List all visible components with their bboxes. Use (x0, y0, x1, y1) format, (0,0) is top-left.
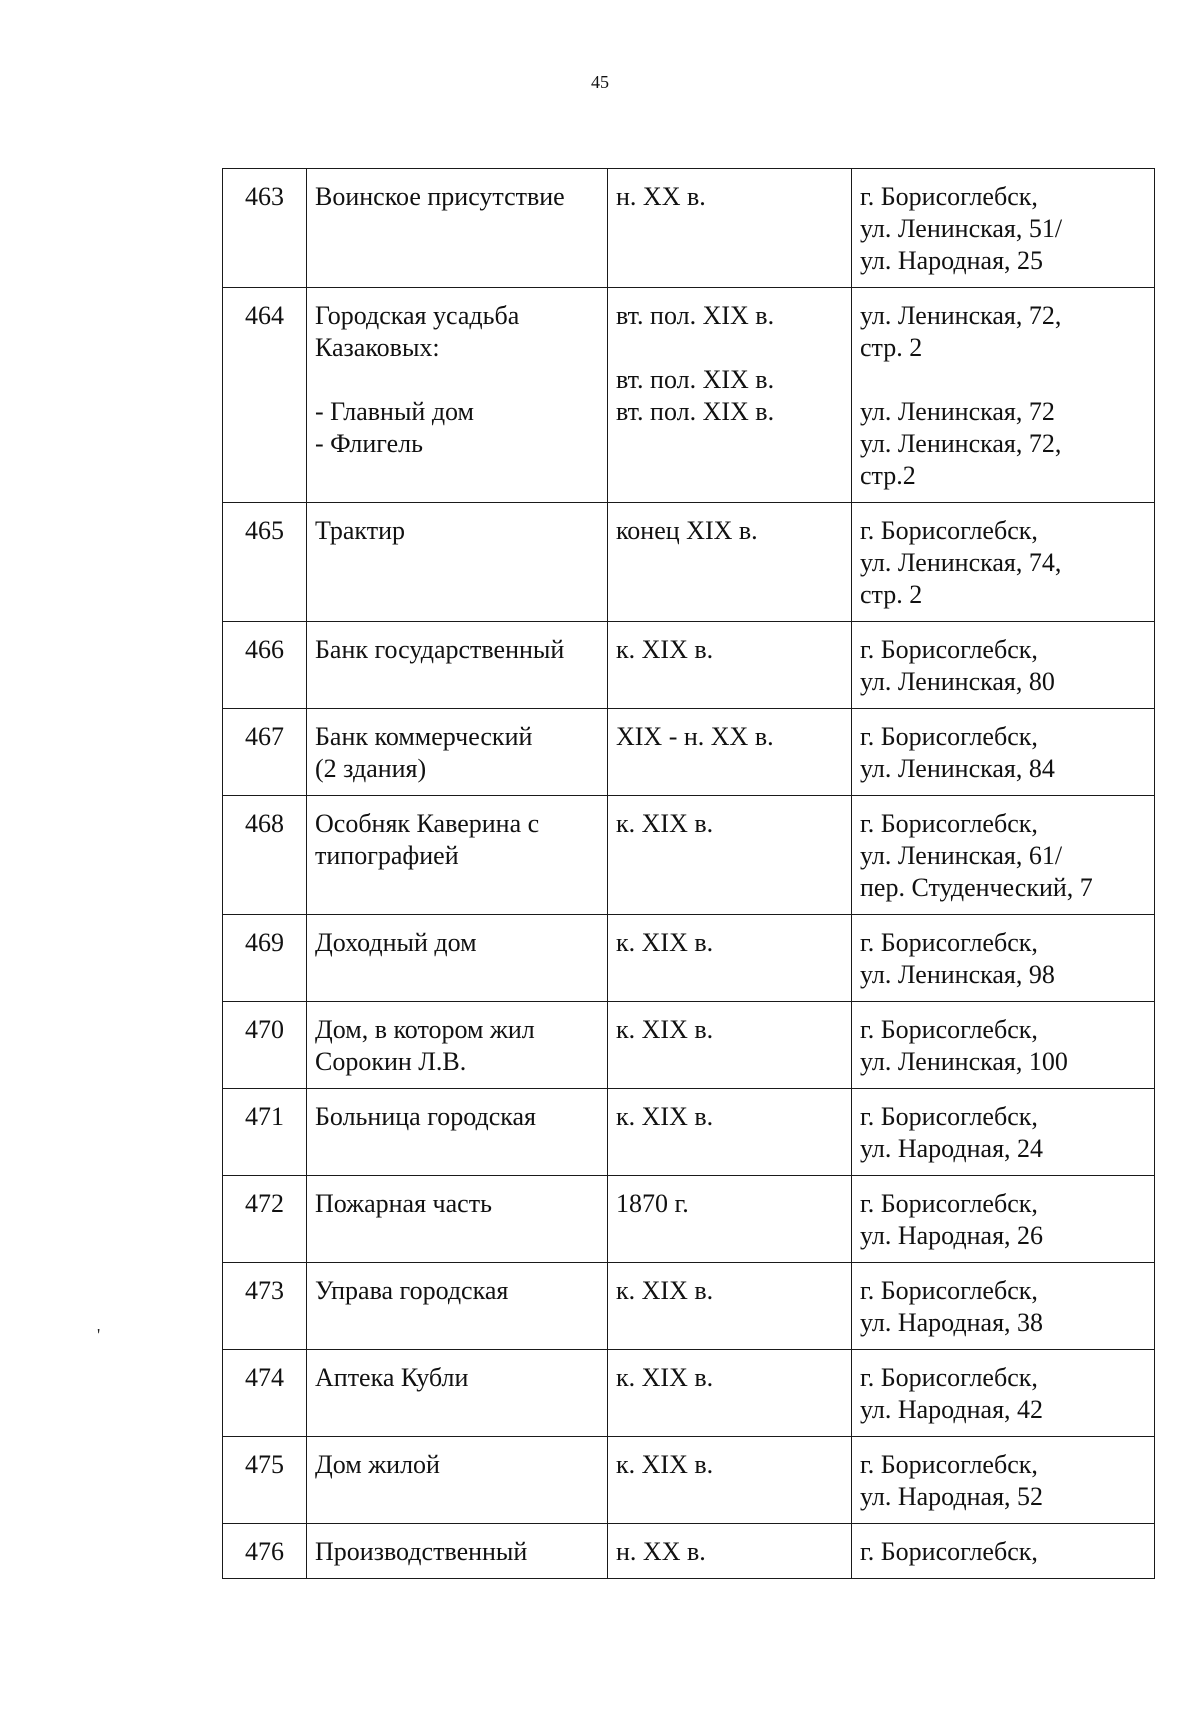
object-name-line: Казаковых: (315, 333, 440, 362)
object-name (307, 1089, 608, 1176)
stray-mark: ' (97, 1325, 101, 1345)
object-number: 467 (223, 709, 307, 796)
object-date-line: н. XX в. (616, 182, 706, 211)
object-address (852, 1089, 1155, 1176)
object-address-line: ул. Ленинская, 100 (860, 1047, 1068, 1076)
object-date (608, 288, 852, 503)
object-name-sub-line: - Главный дом (315, 397, 475, 426)
table-row (223, 169, 1155, 288)
object-name (307, 1002, 608, 1089)
object-name (307, 915, 608, 1002)
table-row (223, 1002, 1155, 1089)
object-name (307, 288, 608, 503)
object-date-line: н. XX в. (616, 1537, 706, 1566)
table-row (223, 288, 1155, 503)
object-date-sub-line: вт. пол. XIX в. (616, 397, 775, 426)
registry-body (223, 169, 1155, 1579)
object-name (307, 1437, 608, 1524)
object-date-line: к. XIX в. (616, 809, 714, 838)
table-row (223, 796, 1155, 915)
object-address-line: г. Борисоглебск, (860, 182, 1038, 211)
object-address-sub-line: стр.2 (860, 461, 916, 490)
object-date (608, 503, 852, 622)
object-number: 463 (223, 169, 307, 288)
object-date-line: к. XIX в. (616, 635, 714, 664)
object-address-line: ул. Народная, 24 (860, 1134, 1044, 1163)
table-row (223, 1437, 1155, 1524)
object-name-line: Производственный (315, 1537, 528, 1566)
object-date-sub-line: вт. пол. XIX в. (616, 365, 775, 394)
object-number: 471 (223, 1089, 307, 1176)
spacer (616, 332, 843, 364)
object-name-line: (2 здания) (315, 754, 427, 783)
object-address-sub-line: ул. Ленинская, 72 (860, 397, 1055, 426)
object-name-line: Управа городская (315, 1276, 509, 1305)
object-address-line: г. Борисоглебск, (860, 1450, 1038, 1479)
object-name-line: Дом жилой (315, 1450, 440, 1479)
object-address (852, 1002, 1155, 1089)
object-number: 474 (223, 1350, 307, 1437)
table-row (223, 1350, 1155, 1437)
object-number: 465 (223, 503, 307, 622)
object-number: 464 (223, 288, 307, 503)
object-date-line: XIX - н. XX в. (616, 722, 774, 751)
object-address-line: ул. Народная, 42 (860, 1395, 1044, 1424)
object-address-line: г. Борисоглебск, (860, 928, 1038, 957)
object-address-line: ул. Народная, 25 (860, 246, 1044, 275)
object-name (307, 1263, 608, 1350)
object-address-line: ул. Ленинская, 98 (860, 960, 1055, 989)
object-date-line: к. XIX в. (616, 1102, 714, 1131)
object-address-line: г. Борисоглебск, (860, 635, 1038, 664)
object-date-line: конец XIX в. (616, 516, 758, 545)
object-name-line: Банк коммерческий (315, 722, 533, 751)
object-address-line: ул. Народная, 26 (860, 1221, 1044, 1250)
object-name-line: Особняк Каверина с (315, 809, 540, 838)
object-address-line: ул. Ленинская, 74, (860, 548, 1062, 577)
object-address (852, 503, 1155, 622)
object-name (307, 796, 608, 915)
object-date-line: к. XIX в. (616, 928, 714, 957)
object-address (852, 796, 1155, 915)
object-name-line: Доходный дом (315, 928, 477, 957)
object-name-line: Воинское присутствие (315, 182, 565, 211)
object-address-line: стр. 2 (860, 333, 923, 362)
object-name (307, 1524, 608, 1579)
object-name-line: типографией (315, 841, 459, 870)
object-name-sub-line: - Флигель (315, 429, 423, 458)
object-address (852, 1350, 1155, 1437)
object-name (307, 169, 608, 288)
object-number: 469 (223, 915, 307, 1002)
heritage-registry-table (222, 168, 1155, 1579)
table-row (223, 1524, 1155, 1579)
object-address-line: пер. Студенческий, 7 (860, 873, 1093, 902)
object-address-line: ул. Народная, 38 (860, 1308, 1044, 1337)
table-row (223, 503, 1155, 622)
object-date-line: вт. пол. XIX в. (616, 301, 775, 330)
object-name-line: Дом, в котором жил (315, 1015, 535, 1044)
object-name (307, 503, 608, 622)
page-number: 45 (591, 72, 609, 92)
object-address (852, 1263, 1155, 1350)
object-date (608, 1524, 852, 1579)
object-name-line: Банк государственный (315, 635, 565, 664)
object-address-line: г. Борисоглебск, (860, 722, 1038, 751)
table-row (223, 1263, 1155, 1350)
object-address-line: г. Борисоглебск, (860, 1015, 1038, 1044)
object-date (608, 1437, 852, 1524)
object-address (852, 1437, 1155, 1524)
object-date (608, 796, 852, 915)
object-date (608, 1089, 852, 1176)
object-address-line: ул. Ленинская, 61/ (860, 841, 1063, 870)
object-number: 468 (223, 796, 307, 915)
object-name-line: Городская усадьба (315, 301, 520, 330)
object-name-line: Пожарная часть (315, 1189, 492, 1218)
object-name-line: Сорокин Л.В. (315, 1047, 467, 1076)
object-name (307, 1350, 608, 1437)
object-date (608, 1263, 852, 1350)
object-address (852, 1176, 1155, 1263)
object-name (307, 1176, 608, 1263)
object-address-line: г. Борисоглебск, (860, 1276, 1038, 1305)
object-address-line: стр. 2 (860, 580, 923, 609)
object-address-line: ул. Народная, 52 (860, 1482, 1044, 1511)
object-number: 475 (223, 1437, 307, 1524)
object-address (852, 709, 1155, 796)
object-date (608, 1350, 852, 1437)
object-date-line: к. XIX в. (616, 1276, 714, 1305)
object-address-line: г. Борисоглебск, (860, 516, 1038, 545)
object-number: 472 (223, 1176, 307, 1263)
object-address-line: ул. Ленинская, 84 (860, 754, 1055, 783)
table-row (223, 915, 1155, 1002)
object-name (307, 709, 608, 796)
object-name-line: Больница городская (315, 1102, 536, 1131)
table-row (223, 1089, 1155, 1176)
object-date (608, 1002, 852, 1089)
object-address-line: ул. Ленинская, 51/ (860, 214, 1063, 243)
spacer (860, 364, 1146, 396)
object-address (852, 915, 1155, 1002)
object-number: 466 (223, 622, 307, 709)
object-address-line: г. Борисоглебск, (860, 1363, 1038, 1392)
object-address-sub-line: ул. Ленинская, 72, (860, 429, 1062, 458)
object-date (608, 622, 852, 709)
object-date (608, 709, 852, 796)
table-row (223, 709, 1155, 796)
object-name-line: Трактир (315, 516, 405, 545)
object-address-line: г. Борисоглебск, (860, 809, 1038, 838)
object-date-line: к. XIX в. (616, 1450, 714, 1479)
object-address-line: г. Борисоглебск, (860, 1537, 1038, 1566)
object-address-line: г. Борисоглебск, (860, 1189, 1038, 1218)
object-address (852, 288, 1155, 503)
object-number: 476 (223, 1524, 307, 1579)
object-name-line: Аптека Кубли (315, 1363, 469, 1392)
object-address (852, 622, 1155, 709)
object-date-line: к. XIX в. (616, 1363, 714, 1392)
table-row (223, 1176, 1155, 1263)
object-date (608, 915, 852, 1002)
object-address (852, 169, 1155, 288)
object-date-line: 1870 г. (616, 1189, 689, 1218)
object-address-line: ул. Ленинская, 72, (860, 301, 1062, 330)
object-date-line: к. XIX в. (616, 1015, 714, 1044)
object-date (608, 169, 852, 288)
object-address (852, 1524, 1155, 1579)
object-name (307, 622, 608, 709)
object-date (608, 1176, 852, 1263)
object-address-line: г. Борисоглебск, (860, 1102, 1038, 1131)
spacer (315, 364, 599, 396)
object-number: 473 (223, 1263, 307, 1350)
table-row (223, 622, 1155, 709)
object-address-line: ул. Ленинская, 80 (860, 667, 1055, 696)
object-number: 470 (223, 1002, 307, 1089)
